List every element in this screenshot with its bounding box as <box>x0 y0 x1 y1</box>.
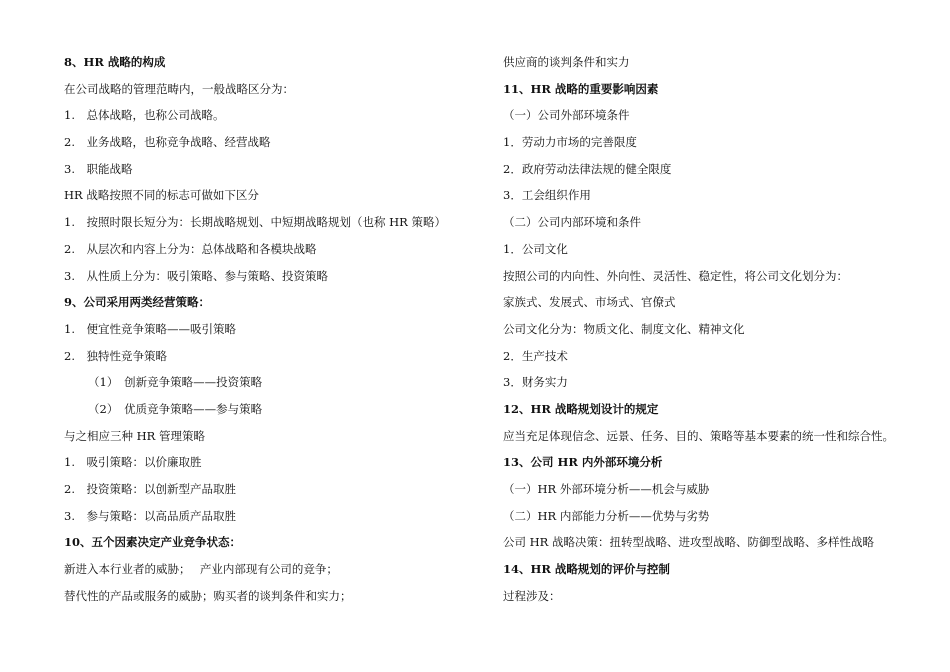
text-line: 2．生产技术 <box>503 348 568 363</box>
text-line: 过程涉及： <box>503 588 561 603</box>
text-line: 2. 业务战略，也称竞争战略、经营战略 <box>64 135 271 150</box>
text-line: 新进入本行业者的威胁； 产业内部现有公司的竞争； <box>64 562 338 577</box>
right-column <box>503 49 933 609</box>
section-heading: 9、公司采用两类经营策略： <box>64 295 211 310</box>
text-line: 1. 总体战略，也称公司战略。 <box>64 108 225 123</box>
text-line: （2） 优质竞争策略——参与策略 <box>88 401 263 416</box>
text-line: 1. 吸引策略：以价廉取胜 <box>64 455 202 470</box>
text-line: 2. 从层次和内容上分为：总体战略和各模块战略 <box>64 241 317 256</box>
section-heading: 12、HR 战略规划设计的规定 <box>503 401 659 416</box>
text-line: 2. 独特性竞争策略 <box>64 348 167 363</box>
text-line: 3．财务实力 <box>503 375 568 390</box>
text-line: （一）公司外部环境条件 <box>503 108 630 123</box>
text-line: 公司 HR 战略决策：扭转型战略、进攻型战略、防御型战略、多样性战略 <box>503 535 874 550</box>
text-line: 3. 职能战略 <box>64 161 133 176</box>
text-line: 应当充足体现信念、远景、任务、目的、策略等基本要素的统一性和综合性。 <box>503 428 894 443</box>
text-line: 2．政府劳动法律法规的健全限度 <box>503 161 672 176</box>
section-heading: 10、五个因素决定产业竞争状态： <box>64 535 242 550</box>
text-line: 3．工会组织作用 <box>503 188 591 203</box>
text-line: 1. 按照时限长短分为：长期战略规划、中短期战略规划（也称 HR 策略） <box>64 215 446 230</box>
text-line: 供应商的谈判条件和实力 <box>503 55 630 69</box>
text-line: （1） 创新竞争策略——投资策略 <box>88 375 263 390</box>
text-line: 1．劳动力市场的完善限度 <box>503 135 637 150</box>
text-line: 家族式、发展式、市场式、官僚式 <box>503 295 676 310</box>
text-line: 替代性的产品或服务的威胁；购买者的谈判条件和实力； <box>64 588 352 603</box>
text-line: 公司文化分为：物质文化、制度文化、精神文化 <box>503 321 745 336</box>
text-line: （一）HR 外部环境分析——机会与威胁 <box>503 482 710 496</box>
text-line: 1. 便宜性竞争策略——吸引策略 <box>64 321 236 336</box>
left-column <box>64 49 484 609</box>
text-line: 3. 从性质上分为：吸引策略、参与策略、投资策略 <box>64 268 328 283</box>
section-heading: 14、HR 战略规划的评价与控制 <box>503 562 670 577</box>
text-line: HR 战略按照不同的标志可做如下区分 <box>64 188 259 203</box>
section-heading: 13、公司 HR 内外部环境分析 <box>503 455 663 470</box>
section-heading: 8、HR 战略的构成 <box>64 55 166 69</box>
text-line: 1．公司文化 <box>503 241 568 256</box>
text-line: （二）HR 内部能力分析——优势与劣势 <box>503 508 710 523</box>
text-line: 与之相应三种 HR 管理策略 <box>64 428 205 443</box>
text-line: （二）公司内部环境和条件 <box>503 215 641 230</box>
text-line: 在公司战略的管理范畴内，一般战略区分为： <box>64 81 294 96</box>
text-line: 按照公司的内向性、外向性、灵活性、稳定性，将公司文化划分为： <box>503 268 848 283</box>
section-heading: 11、HR 战略的重要影响因素 <box>503 81 659 96</box>
text-line: 2. 投资策略：以创新型产品取胜 <box>64 482 236 496</box>
text-line: 3. 参与策略：以高品质产品取胜 <box>64 508 236 523</box>
